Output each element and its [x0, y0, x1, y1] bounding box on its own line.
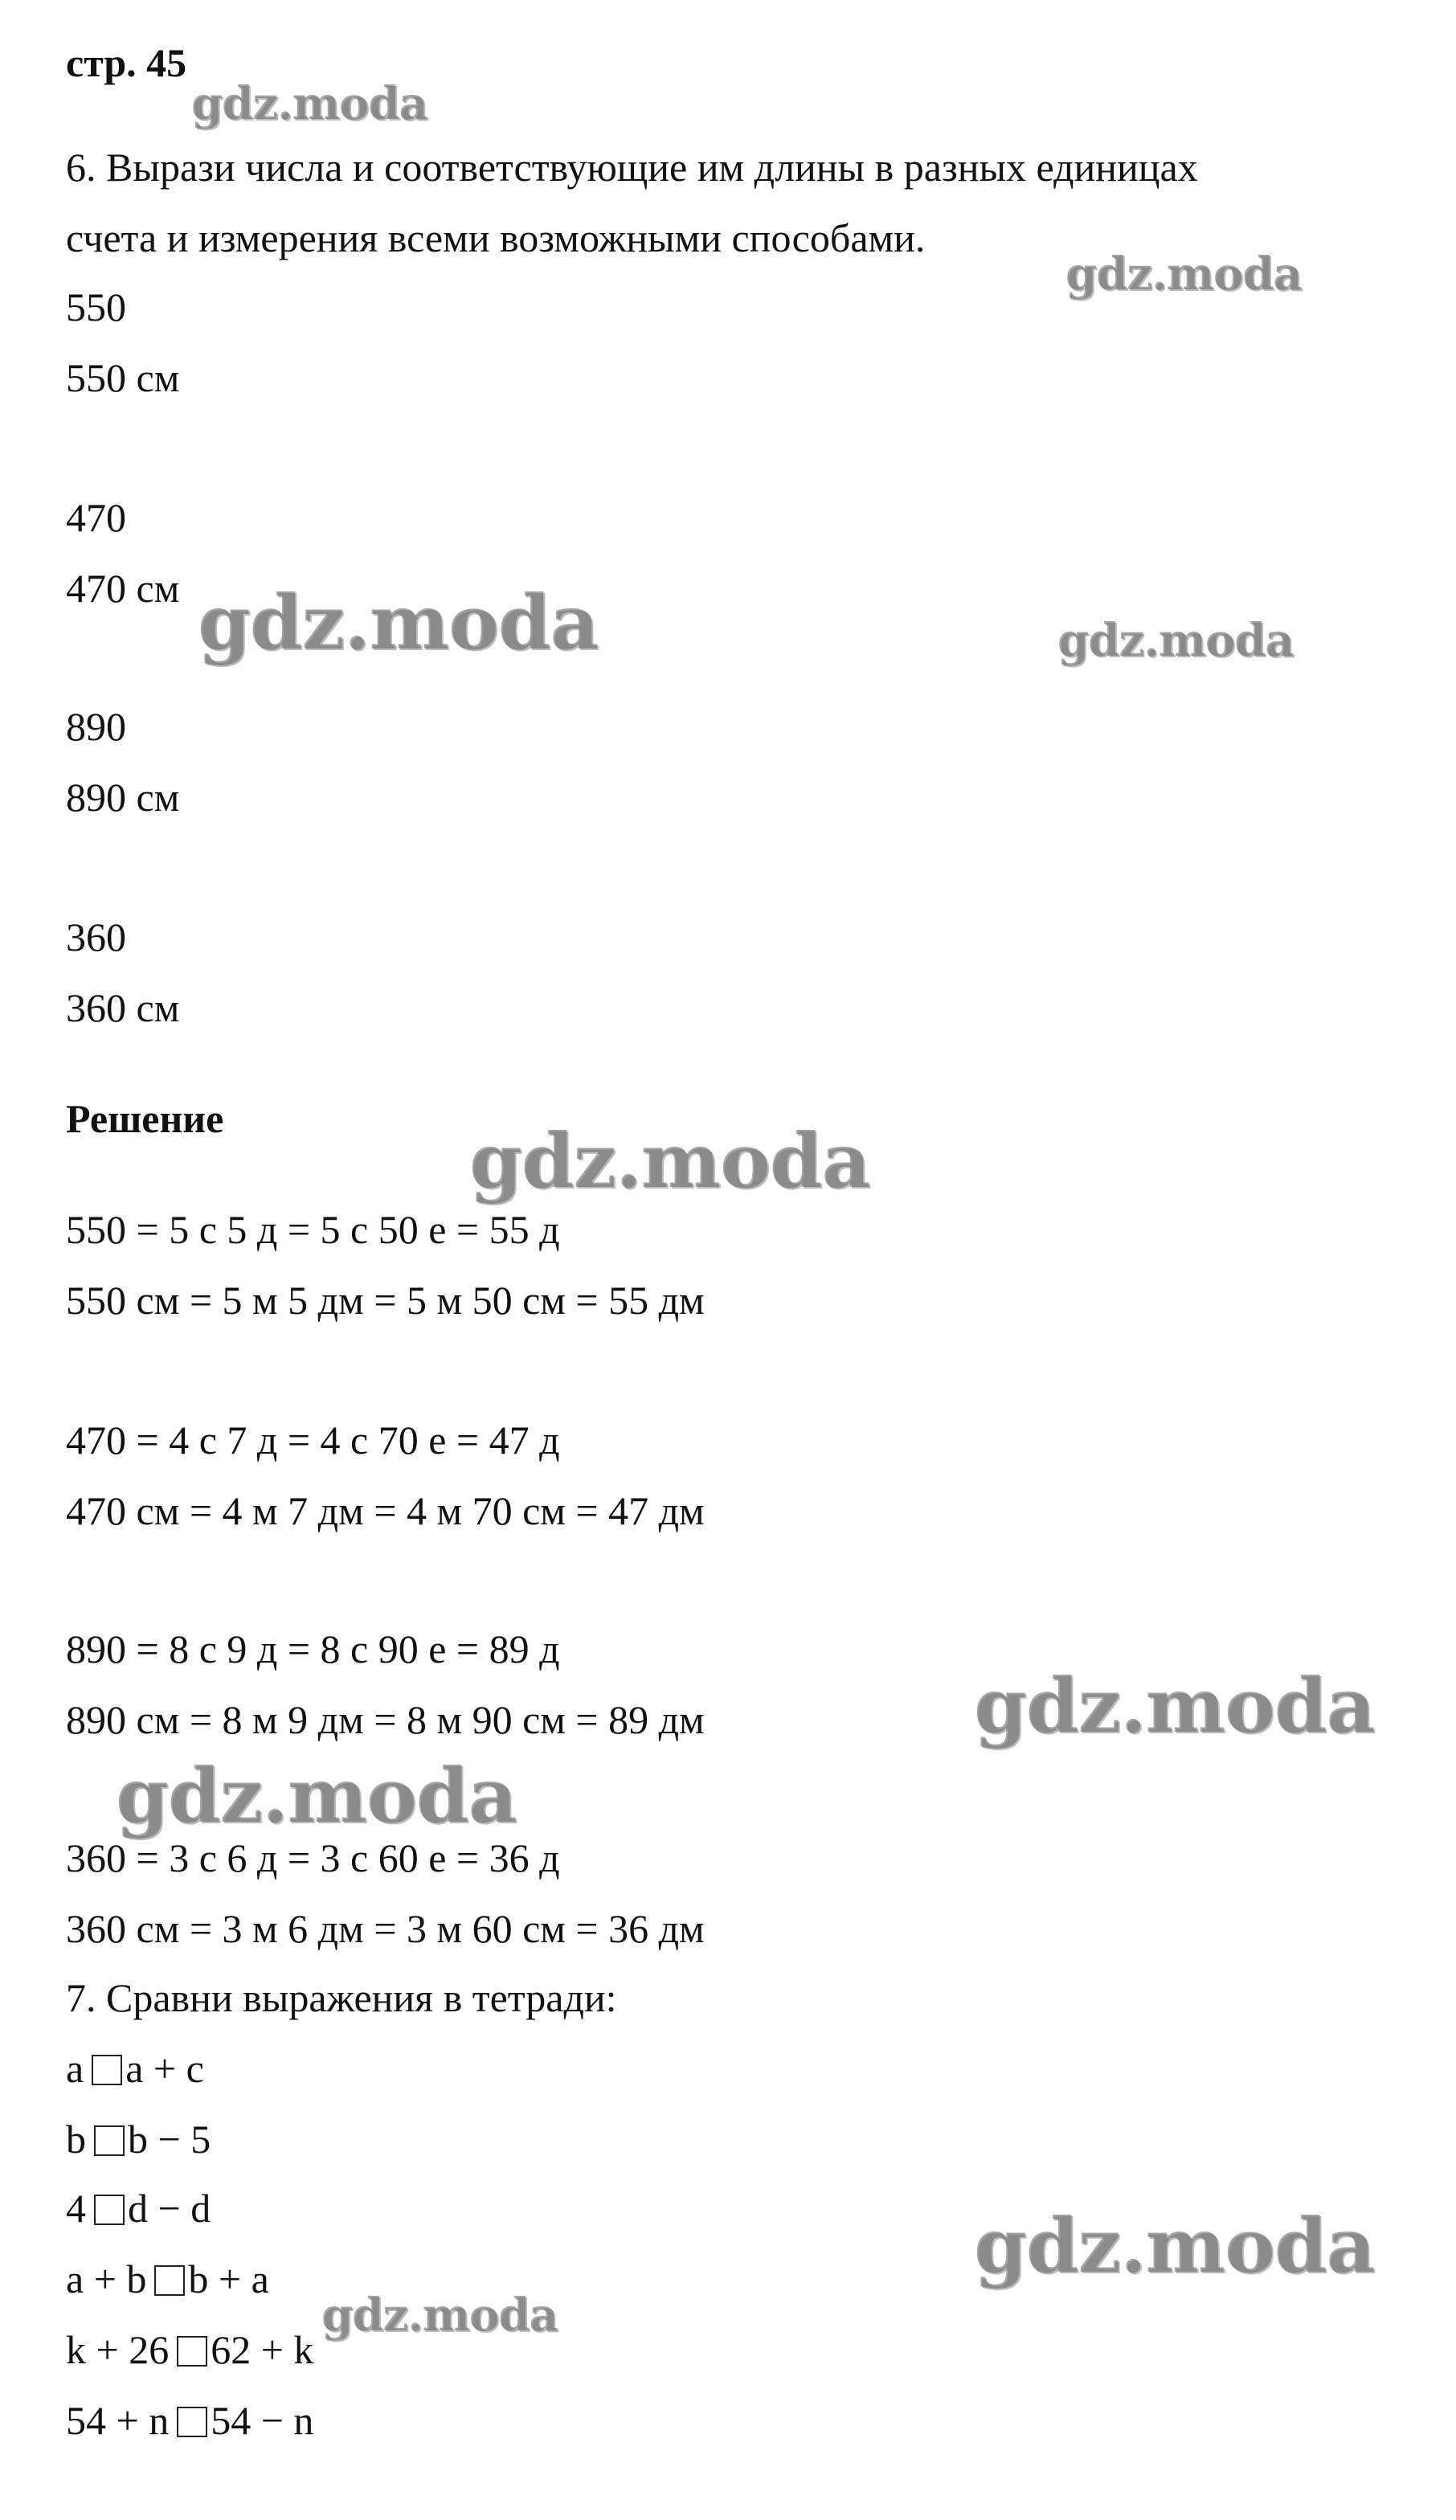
solution-line: 360 = 3 с 6 д = 3 с 60 е = 36 д	[66, 1835, 560, 1880]
task7-right: a + c	[125, 2046, 204, 2091]
task7-row	[66, 2326, 313, 2374]
task7-right: 62 + k	[211, 2327, 314, 2372]
task7-left: k + 26	[66, 2327, 170, 2372]
task7-left: a + b	[66, 2256, 147, 2301]
solution-line: 360 см = 3 м 6 дм = 3 м 60 см = 36 дм	[66, 1906, 705, 1951]
task7-right: b + a	[188, 2256, 269, 2301]
watermark-logo: gdz.moda	[974, 1662, 1375, 1750]
task7-row	[66, 2396, 313, 2444]
task6-number-360: 360	[66, 914, 126, 959]
compare-box	[94, 2195, 125, 2225]
solution-line: 890 см = 8 м 9 дм = 8 м 90 см = 89 дм	[66, 1697, 705, 1742]
compare-box	[94, 2125, 125, 2156]
task7-text: 7. Сравни выражения в тетради:	[66, 1975, 617, 2020]
task6-text-line2: счета и измерения всеми возможными способами.	[66, 215, 926, 260]
watermark-logo: gdz.moda	[1057, 614, 1294, 667]
watermark-logo: gdz.moda	[116, 1752, 517, 1840]
task7-left: 4	[66, 2186, 86, 2231]
task6-length-890: 890 см	[66, 775, 180, 820]
watermark-logo: gdz.moda	[321, 2289, 558, 2342]
task7-row	[66, 2044, 204, 2092]
solution-heading: Решение	[66, 1096, 224, 1141]
task7-row	[66, 2115, 211, 2163]
watermark-logo: gdz.moda	[974, 2202, 1375, 2290]
task7-left: b	[66, 2117, 86, 2162]
task6-text-line1: 6. Вырази числа и соответствующие им длины в разных единицах	[66, 145, 1198, 190]
compare-box	[92, 2055, 122, 2085]
task6-number-890: 890	[66, 704, 126, 749]
task6-number-550: 550	[66, 284, 126, 329]
task7-right: b − 5	[128, 2117, 211, 2162]
compare-box	[154, 2265, 185, 2296]
task6-length-470: 470 см	[66, 566, 180, 611]
task7-right: 54 − n	[211, 2398, 314, 2443]
task7-right: d − d	[128, 2186, 211, 2231]
solution-line: 470 см = 4 м 7 дм = 4 м 70 см = 47 дм	[66, 1488, 705, 1533]
solution-line: 470 = 4 с 7 д = 4 с 70 е = 47 д	[66, 1418, 560, 1462]
task7-row	[66, 2184, 211, 2232]
watermark-logo: gdz.moda	[469, 1117, 870, 1205]
solution-line: 550 = 5 с 5 д = 5 с 50 е = 55 д	[66, 1207, 560, 1252]
task7-row	[66, 2255, 269, 2303]
task6-length-360: 360 см	[66, 985, 180, 1030]
task6-number-470: 470	[66, 495, 126, 540]
task7-left: a	[66, 2046, 84, 2091]
page-title: стр. 45	[66, 40, 187, 85]
solution-line: 890 = 8 с 9 д = 8 с 90 е = 89 д	[66, 1626, 560, 1671]
watermark-logo: gdz.moda	[1065, 248, 1302, 301]
task6-length-550: 550 см	[66, 355, 180, 400]
compare-box	[177, 2407, 207, 2437]
watermark-logo: gdz.moda	[191, 77, 427, 130]
task7-left: 54 + n	[66, 2398, 170, 2443]
watermark-logo: gdz.moda	[198, 579, 599, 667]
solution-line: 550 см = 5 м 5 дм = 5 м 50 см = 55 дм	[66, 1278, 705, 1323]
compare-box	[177, 2336, 207, 2367]
